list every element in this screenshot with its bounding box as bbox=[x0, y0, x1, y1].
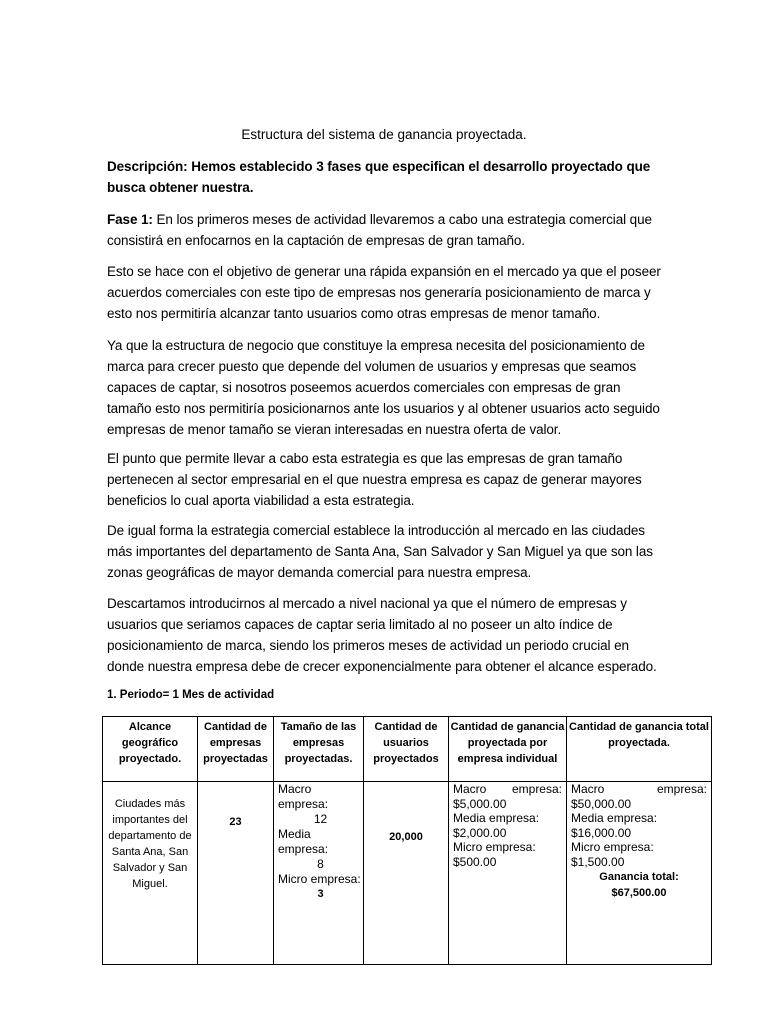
per-company-macro-value: $5,000.00 bbox=[453, 796, 507, 811]
grand-total-label: Ganancia total: bbox=[599, 871, 679, 883]
description-paragraph bbox=[107, 156, 667, 198]
header-company-count: Cantidad de empresas proyectadas bbox=[198, 717, 274, 782]
header-per-company-profit: Cantidad de ganancia proyectada por empresa individual bbox=[449, 717, 567, 782]
media-size-label: Media empresa: bbox=[278, 827, 329, 856]
per-company-media-label: Media empresa: bbox=[453, 811, 540, 825]
macro-size-label: Macro empresa: bbox=[278, 782, 329, 811]
total-media-value: $16,000.00 bbox=[571, 825, 632, 840]
cell-company-count: 23 bbox=[198, 782, 274, 965]
total-macro-value: $50,000.00 bbox=[571, 796, 632, 811]
period-heading: 1. Periodo= 1 Mes de actividad bbox=[107, 689, 275, 701]
phase1-text: En los primeros meses de actividad llevaremos a cabo una estrategia comercial que consistirá en enfocarnos en la captación de empresas de gran tamaño. bbox=[107, 212, 652, 248]
structure-paragraph: Ya que la estructura de negocio que constituye la empresa necesita del posicionamiento de marca para crecer puesto que depende del volumen de usuarios y empresas que seamos capaces de captar, si nosotros poseemos acuerdos comerciales con empresas de gran tamaño esto nos permitiría posicionarnos ante los usuarios y al obtener usuarios acto seguido empresas de menor tamaño se vieran interesadas en nuestra oferta de valor. bbox=[107, 338, 660, 437]
table-header-row bbox=[103, 717, 712, 782]
per-company-macro-label bbox=[453, 782, 562, 797]
micro-size-value: 3 bbox=[317, 888, 324, 900]
objective-paragraph: Esto se hace con el objetivo de generar una rápida expansión en el mercado ya que el poseer acuerdos comerciales con este tipo de empresas nos generaría posicionamiento de marca y esto nos permitiría alcanzar tanto usuarios como otras empresas de menor tamaño. bbox=[107, 264, 661, 321]
per-company-media-value: $2,000.00 bbox=[453, 825, 507, 840]
table-row bbox=[103, 782, 712, 965]
description-text: Hemos establecido 3 fases que especifican el desarrollo proyectado que busca obtener nuestra. bbox=[107, 159, 651, 195]
total-micro-value: $1,500.00 bbox=[571, 854, 625, 869]
cell-region: Ciudades más importantes del departamento de Santa Ana, San Salvador y San Miguel. bbox=[103, 782, 198, 965]
header-geographic-scope: Alcance geográfico proyectado. bbox=[103, 717, 198, 782]
description-label: Descripción: bbox=[107, 159, 188, 174]
cell-total-profit bbox=[567, 782, 712, 965]
total-media-label: Media empresa: bbox=[571, 811, 658, 825]
macro-size-value: 12 bbox=[313, 812, 328, 826]
macro-suffix: empresa: bbox=[511, 782, 562, 796]
per-company-micro-label: Micro empresa: bbox=[453, 840, 536, 854]
total-micro-label: Micro empresa: bbox=[571, 840, 654, 854]
phase1-label: Fase 1: bbox=[107, 212, 153, 227]
strategy-point-paragraph: El punto que permite llevar a cabo esta estrategia es que las empresas de gran tamaño pertenecen al sector empresarial en el que nuestra empresa es capaz de generar mayores beneficios lo cual aporta viabilidad a esta estrategia. bbox=[107, 451, 642, 508]
document-title: Estructura del sistema de ganancia proyectada. bbox=[241, 127, 527, 142]
cell-company-sizes bbox=[274, 782, 364, 965]
national-paragraph: Descartamos introducirnos al mercado a nivel nacional ya que el número de empresas y usuarios que seriamos capaces de captar seria limitado al no poseer un alto índice de posicionamiento de marca, siendo los primeros meses de actividad un periodo crucial en donde nuestra empresa debe de crecer exponencialmente para obtener el alcance esperado. bbox=[107, 596, 657, 674]
cell-per-company-profit bbox=[449, 782, 567, 965]
macro-word: Macro bbox=[453, 782, 487, 796]
grand-total-value: $67,500.00 bbox=[611, 887, 667, 899]
macro-word: Macro bbox=[571, 782, 605, 796]
cell-user-count: 20,000 bbox=[364, 782, 449, 965]
phase1-paragraph bbox=[107, 209, 667, 251]
per-company-micro-value: $500.00 bbox=[453, 854, 497, 869]
micro-size-label: Micro empresa: bbox=[278, 872, 361, 886]
cities-paragraph: De igual forma la estrategia comercial establece la introducción al mercado en las ciudades más importantes del departamento de Santa Ana, San Salvador y San Miguel ya que son las zonas geográficas de mayor demanda comercial para nuestra empresa. bbox=[107, 523, 653, 580]
media-size-value: 8 bbox=[317, 857, 324, 871]
header-user-count: Cantidad de usuarios proyectados bbox=[364, 717, 449, 782]
projection-table bbox=[102, 716, 712, 965]
header-company-size: Tamaño de las empresas proyectadas. bbox=[274, 717, 364, 782]
header-total-profit: Cantidad de ganancia total proyectada. bbox=[567, 717, 712, 782]
macro-suffix: empresa: bbox=[656, 782, 707, 796]
total-macro-label bbox=[571, 782, 707, 797]
